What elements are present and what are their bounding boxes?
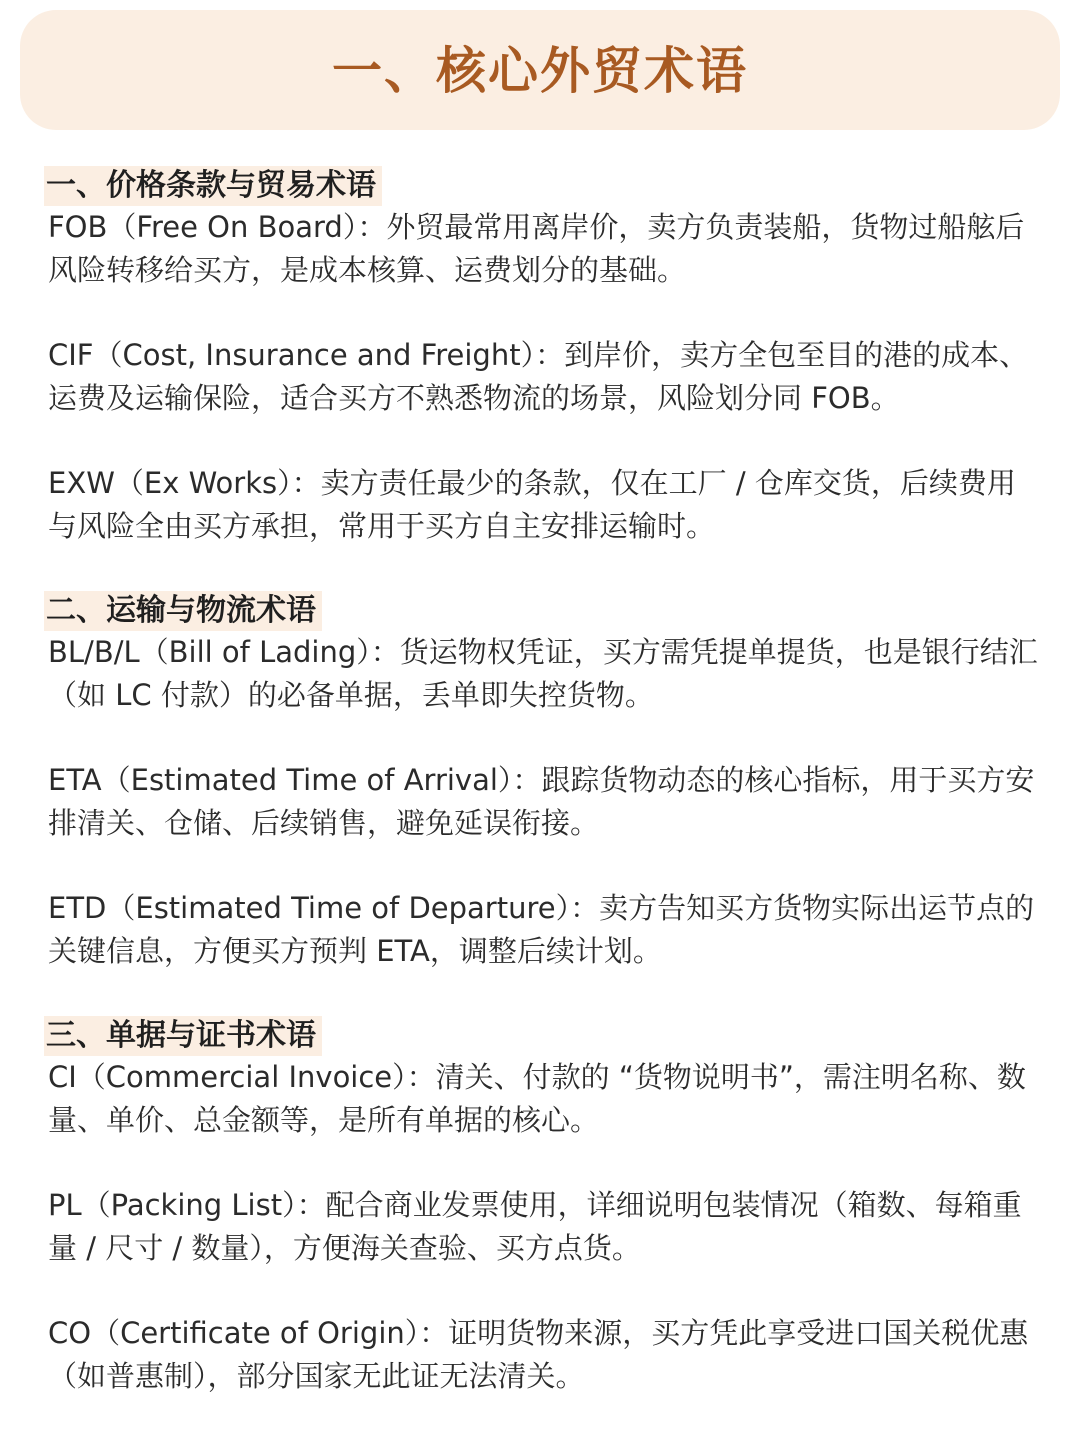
term-co: CO（Certificate of Origin）：证明货物来源，买方凭此享受进口国关税优惠（如普惠制），部分国家无此证无法清关。 [48,1316,1029,1393]
section-pricing-terms [48,166,1038,548]
term-etd: ETD（Estimated Time of Departure）：卖方告知买方货物实际出运节点的关键信息，方便买方预判 ETA，调整后续计划。 [48,891,1035,968]
term-bl: BL/B/L（Bill of Lading）：货运物权凭证，买方需凭提单提货，也是银行结汇（如 LC 付款）的必备单据，丢单即失控货物。 [48,635,1038,712]
content [48,166,1038,1398]
section-document-terms [48,1016,1038,1398]
section-heading: 一、价格条款与贸易术语 [44,166,382,206]
section-heading: 二、运输与物流术语 [44,591,322,631]
term-ci: CI（Commercial Invoice）：清关、付款的 “货物说明书”，需注明名称、数量、单价、总金额等，是所有单据的核心。 [48,1060,1026,1137]
term-fob: FOB（Free On Board）：外贸最常用离岸价，卖方负责装船，货物过船舷后风险转移给买方，是成本核算、运费划分的基础。 [48,210,1025,287]
term-exw: EXW（Ex Works）：卖方责任最少的条款，仅在工厂 / 仓库交货，后续费用与风险全由买方承担，常用于买方自主安排运输时。 [48,466,1016,543]
page-title: 一、核心外贸术语 [332,41,748,100]
term-pl: PL（Packing List）：配合商业发票使用，详细说明包装情况（箱数、每箱重量 / 尺寸 / 数量），方便海关查验、买方点货。 [48,1188,1022,1265]
term-cif: CIF（Cost, Insurance and Freight）：到岸价，卖方全包至目的港的成本、运费及运输保险，适合买方不熟悉物流的场景，风险划分同 FOB。 [48,338,1029,415]
title-banner [20,10,1060,130]
term-eta: ETA（Estimated Time of Arrival）：跟踪货物动态的核心指标，用于买方安排清关、仓储、后续销售，避免延误衔接。 [48,763,1035,840]
section-heading: 三、单据与证书术语 [44,1016,322,1056]
section-logistics-terms [48,591,1038,973]
